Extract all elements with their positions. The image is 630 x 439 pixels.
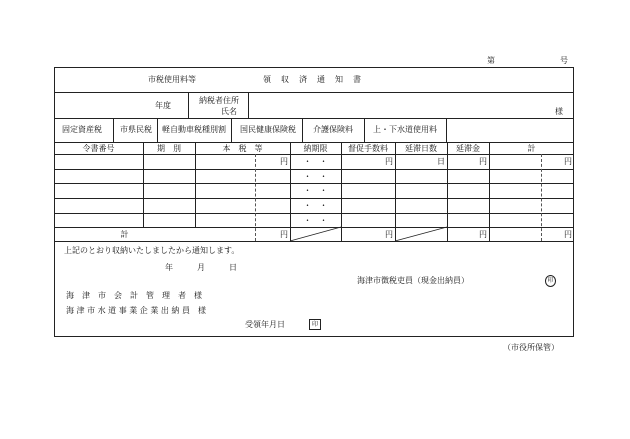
document-title: 領 収 済 通 知 書: [263, 75, 362, 84]
col-header-total: 計: [527, 144, 536, 153]
category-water-sewer: 上・下水道使用料: [373, 125, 437, 134]
city-hall-copy-note: （市役所保管）: [503, 343, 559, 352]
taxpayer-name-label: 氏名: [221, 107, 237, 116]
received-date-label: 受領年月日: [245, 320, 285, 329]
receipt-notice: 上記のとおり収納いたしましたから通知します。: [64, 246, 240, 255]
due-date-placeholder: ・ ・: [303, 186, 328, 195]
notice-date: 年 月 日: [165, 263, 237, 272]
collector-title: 海津市徴税吏員（現金出納員）: [357, 276, 469, 285]
category-fixed-asset-tax: 固定資産税: [62, 125, 102, 134]
number-prefix: 第: [487, 56, 495, 65]
due-date-placeholder: ・ ・: [303, 201, 328, 210]
number-suffix: 号: [560, 56, 568, 65]
unit-yen: 円: [385, 157, 393, 166]
taxpayer-address-label: 納税者住所: [199, 96, 239, 105]
col-header-principal-tax: 本 税 等: [222, 144, 263, 153]
due-date-placeholder: ・ ・: [303, 216, 328, 225]
category-care-insurance: 介護保険料: [313, 125, 353, 134]
unit-yen: 円: [280, 230, 288, 239]
category-health-insurance-tax: 国民健康保険税: [240, 125, 296, 134]
due-date-placeholder: ・ ・: [303, 157, 328, 166]
fee-name: 市税使用料等: [148, 75, 196, 84]
col-header-late-charge: 延滞金: [456, 144, 480, 153]
fiscal-year-label: 年度: [155, 101, 171, 110]
unit-yen: 円: [280, 157, 288, 166]
category-resident-tax: 市県民税: [120, 125, 152, 134]
unit-yen: 円: [564, 230, 572, 239]
seal-box: 印: [309, 319, 321, 330]
unit-day: 日: [437, 157, 445, 166]
recipient-water-cashier: 海 津 市 水 道 事 業 企 業 出 納 員 様: [66, 306, 206, 315]
col-header-due-date: 納期限: [303, 144, 328, 153]
col-header-order-number: 令書番号: [82, 144, 115, 153]
col-header-overdue-days: 延滞日数: [405, 144, 437, 153]
total-row-label: 計: [120, 230, 129, 239]
category-light-vehicle-tax: 軽自動車税種別割: [162, 125, 226, 134]
due-date-placeholder: ・ ・: [303, 172, 328, 181]
seal-mark: 印: [545, 275, 556, 287]
unit-yen: 円: [385, 230, 393, 239]
unit-yen: 円: [564, 157, 572, 166]
col-header-period: 期 別: [157, 144, 181, 153]
honorific-sama: 様: [555, 107, 563, 116]
recipient-accounting-manager: 海 津 市 会 計 管 理 者 様: [66, 291, 202, 300]
col-header-dunning-fee: 督促手数料: [348, 144, 388, 153]
unit-yen: 円: [479, 230, 487, 239]
unit-yen: 円: [479, 157, 487, 166]
